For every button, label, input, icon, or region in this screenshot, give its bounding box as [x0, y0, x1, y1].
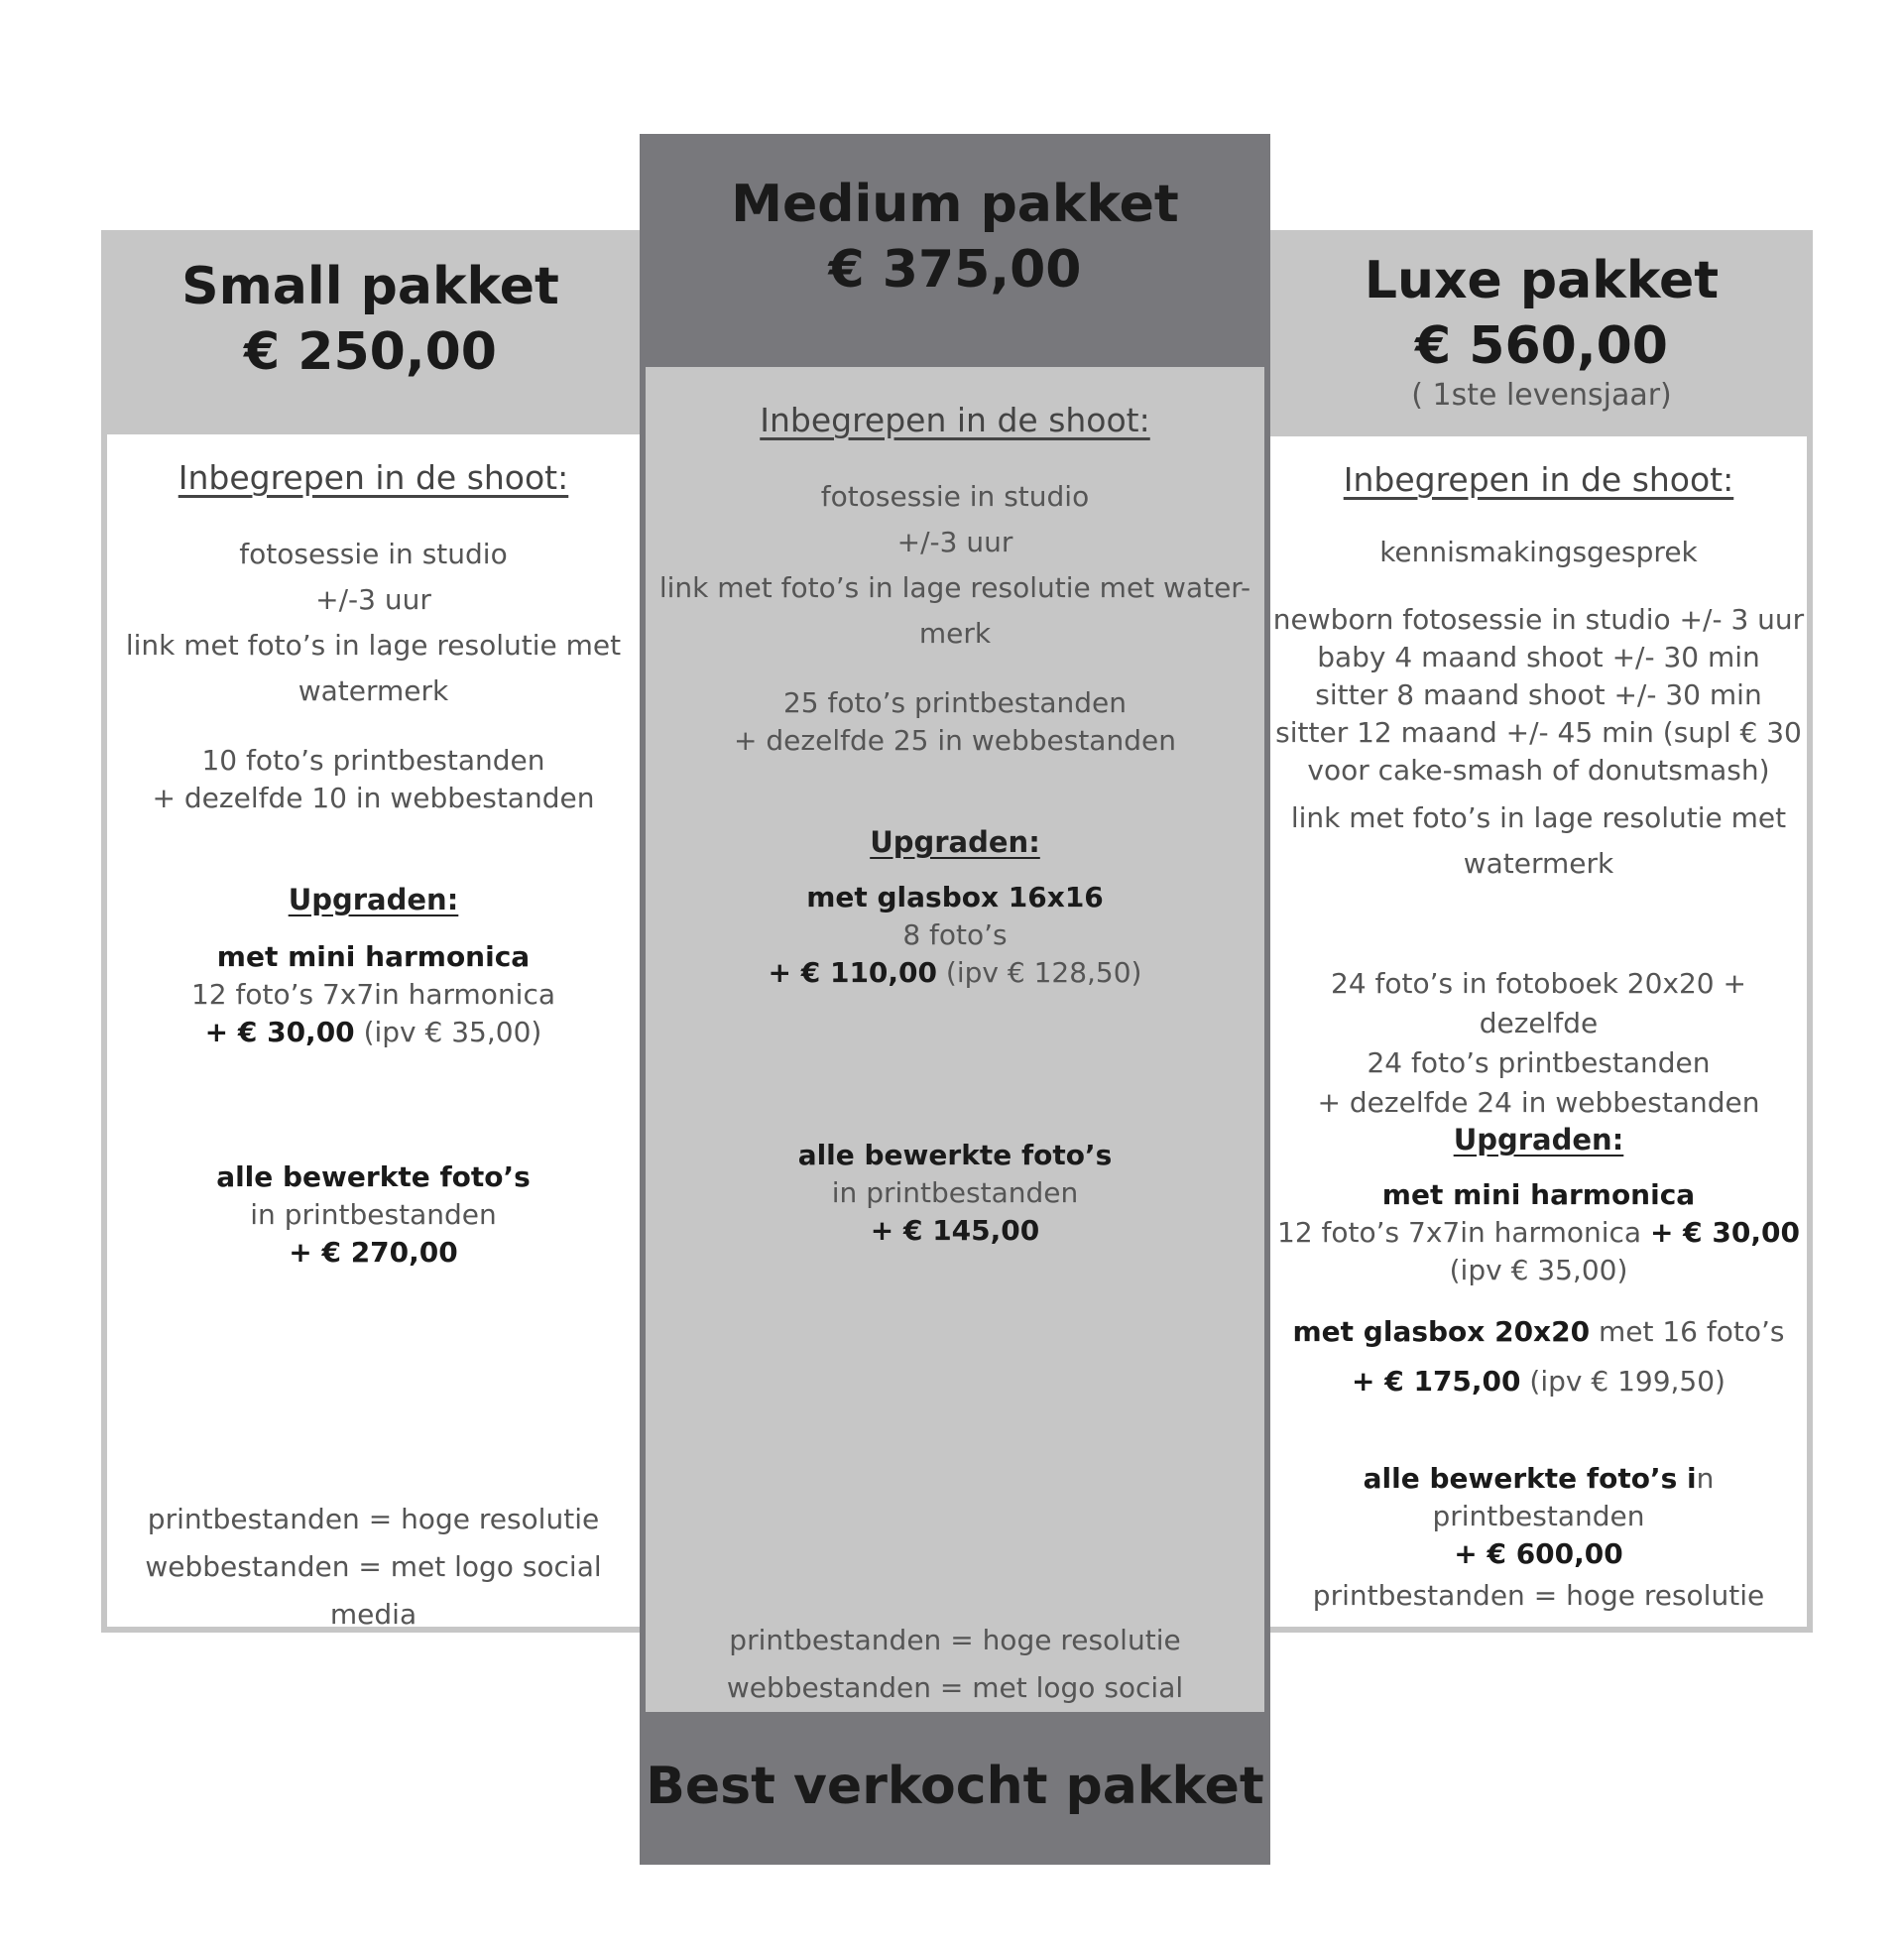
small-included-4: watermerk	[298, 674, 449, 707]
luxe-intro: kennismakingsgesprek	[1379, 536, 1698, 568]
small-note-2: webbestanden = met logo social media	[145, 1550, 602, 1631]
small-included-title: Inbegrepen in de shoot:	[178, 458, 569, 497]
medium-included-2: +/-3 uur	[896, 526, 1013, 558]
medium-upgrade1-desc: 8 foto’s	[902, 918, 1008, 951]
luxe-title: Luxe pakket	[1364, 251, 1720, 310]
medium-upgrade1-title: met glasbox 16x16	[806, 881, 1104, 914]
luxe-session-4: sitter 12 maand +/- 45 min (supl € 30	[1275, 716, 1802, 749]
medium-included-1: fotosessie in studio	[820, 480, 1090, 513]
small-upgrade2-desc: in printbestanden	[250, 1198, 497, 1231]
medium-package-header	[640, 134, 1270, 367]
luxe-session-1: newborn fotosessie in studio +/- 3 uur	[1272, 603, 1805, 636]
medium-upgrade2-price: + € 145,00	[870, 1214, 1040, 1247]
medium-files-1: 25 foto’s printbestanden	[782, 686, 1128, 719]
small-upgrade-title: Upgraden:	[288, 883, 459, 916]
luxe-upgrade2-price: + € 175,00	[1352, 1365, 1521, 1398]
luxe-note-1: printbestanden = hoge resolutie	[1312, 1579, 1765, 1612]
small-upgrade1-price: + € 30,00	[204, 1016, 355, 1048]
luxe-files-3: + dezelfde 24 in webbestanden	[1317, 1086, 1760, 1119]
luxe-session-5: voor cake-smash of donutsmash)	[1307, 754, 1770, 787]
small-included-3: link met foto’s in lage resolutie met	[125, 629, 622, 662]
medium-package-body	[646, 367, 1264, 1712]
small-upgrade2-price: + € 270,00	[289, 1236, 458, 1269]
luxe-price: € 560,00	[1415, 316, 1668, 376]
medium-note-1: printbestanden = hoge resolutie	[729, 1624, 1181, 1656]
luxe-link-1: link met foto’s in lage resolutie met	[1290, 801, 1787, 834]
small-upgrade1-desc: 12 foto’s 7x7in harmonica	[190, 978, 556, 1011]
luxe-upgrade2-desc: met 16 foto’s	[1590, 1315, 1785, 1348]
small-upgrade2-title: alle bewerkte foto’s	[216, 1160, 531, 1193]
luxe-package-body	[1270, 436, 1807, 1627]
small-included-2: +/-3 uur	[315, 583, 431, 616]
medium-upgrade1-ipv: (ipv € 128,50)	[937, 956, 1142, 989]
luxe-files-2: 24 foto’s printbestanden	[1367, 1046, 1711, 1079]
luxe-upgrade1-desc: 12 foto’s 7x7in harmonica	[1277, 1216, 1650, 1249]
luxe-session-3: sitter 8 maand shoot +/- 30 min	[1315, 678, 1762, 711]
luxe-files-1: 24 foto’s in fotoboek 20x20 + dezelfde	[1331, 967, 1746, 1039]
medium-upgrade-title: Upgraden:	[870, 825, 1040, 859]
luxe-upgrade3-desc: n printbestanden	[1432, 1462, 1715, 1532]
luxe-upgrade3-price: + € 600,00	[1454, 1537, 1623, 1570]
medium-files-2: + dezelfde 25 in webbestanden	[734, 724, 1176, 757]
medium-price: € 375,00	[828, 240, 1082, 300]
medium-package-footer	[640, 1714, 1270, 1865]
small-upgrade1-ipv: (ipv € 35,00)	[354, 1016, 542, 1048]
luxe-upgrade1-title: met mini harmonica	[1381, 1178, 1696, 1211]
small-files-1: 10 foto’s printbestanden	[201, 744, 545, 777]
small-title: Small pakket	[181, 257, 559, 316]
luxe-upgrade3-title: alle bewerkte foto’s i	[1363, 1462, 1697, 1495]
small-package-header	[101, 230, 640, 434]
small-included-1: fotosessie in studio	[239, 538, 508, 570]
medium-upgrade2-title: alle bewerkte foto’s	[797, 1139, 1113, 1171]
luxe-included-title: Inbegrepen in de shoot:	[1343, 460, 1734, 499]
luxe-upgrade-title: Upgraden:	[1453, 1123, 1624, 1157]
medium-included-4: merk	[918, 617, 992, 650]
luxe-session-2: baby 4 maand shoot +/- 30 min	[1317, 641, 1760, 673]
medium-upgrade1-price: + € 110,00	[768, 956, 938, 989]
medium-included-title: Inbegrepen in de shoot:	[760, 401, 1150, 439]
luxe-upgrade1-ipv: (ipv € 35,00)	[1449, 1254, 1628, 1286]
luxe-upgrade2-title: met glasbox 20x20	[1292, 1315, 1591, 1348]
luxe-link-2: watermerk	[1463, 847, 1614, 880]
luxe-upgrade1-price: + € 30,00	[1649, 1216, 1800, 1249]
medium-upgrade2-desc: in printbestanden	[831, 1176, 1079, 1209]
luxe-package-header	[1270, 230, 1813, 436]
medium-note-2: webbestanden = met logo social	[726, 1671, 1184, 1704]
luxe-subtitle: ( 1ste levensjaar)	[1411, 378, 1672, 413]
small-note-1: printbestanden = hoge resolutie	[147, 1503, 600, 1535]
luxe-upgrade2-ipv: (ipv € 199,50)	[1520, 1365, 1726, 1398]
small-package-body	[107, 434, 640, 1631]
best-seller-label: Best verkocht pakket	[646, 1757, 1264, 1816]
medium-title: Medium pakket	[731, 175, 1179, 234]
small-files-2: + dezelfde 10 in webbestanden	[152, 782, 595, 814]
small-upgrade1-title: met mini harmonica	[216, 940, 531, 973]
medium-included-3: link met foto’s in lage resolutie met water-	[658, 571, 1251, 604]
small-price: € 250,00	[244, 322, 497, 382]
